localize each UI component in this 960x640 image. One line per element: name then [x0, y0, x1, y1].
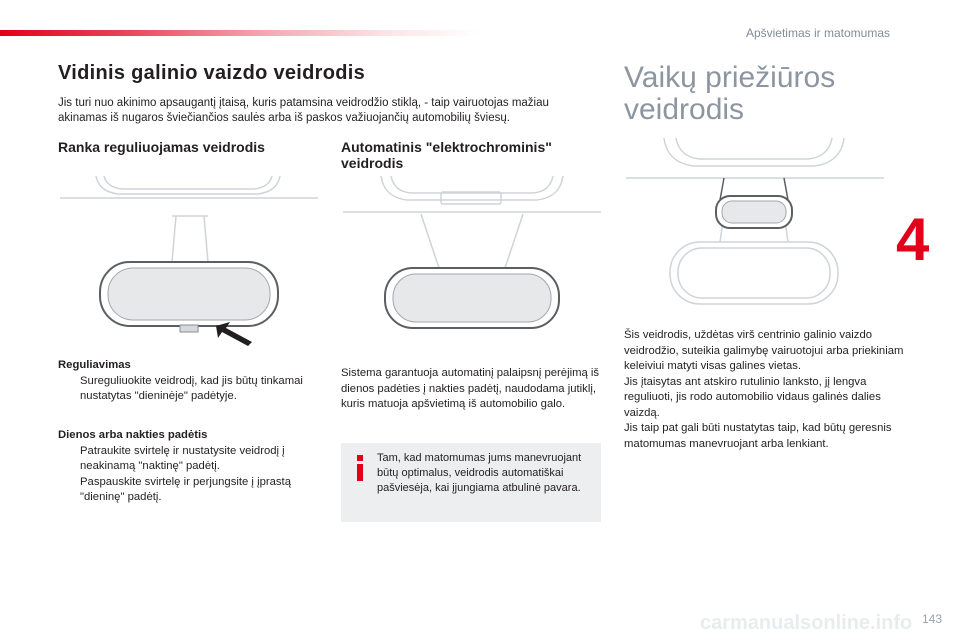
adjust-item: Sureguliuokite veidrodį, kad jis būtų tinkamai nustatytas "dieninėje" padėtyje. [80, 374, 303, 402]
adjust-section [58, 358, 328, 405]
daynight-section [58, 428, 328, 506]
header-accent-bar [0, 30, 480, 36]
daynight-item: Patraukite svirtelę ir nustatysite veidrodį į neakinamą "naktinę" padėtį. [80, 444, 285, 472]
manual-mirror-heading: Ranka reguliuojamas veidrodis [58, 139, 265, 155]
intro-text: Jis turi nuo akinimo apsaugantį įtaisą, kuris patamsina veidrodžio stiklą, - taip vairuotojas mažiau akinamas iš nugaros šviečiančios saulės arba iš paskos važiuojančių automobilių šviesų. [58, 97, 549, 124]
auto-mirror-text: Sistema garantuoja automatinį palaipsnį perėjimą iš dienos padėties į nakties padėtį, naudodama jutiklį, kuris matuoja apšvietimą iš automobilio galo. [341, 367, 600, 410]
auto-mirror-heading: Automatinis "elektrochrominis" veidrodis [341, 139, 552, 171]
info-note-text: Tam, kad matomumas jums manevruojant būtų optimalus, veidrodis automatiškai pašviesėja, kai įjungiama atbulinė pavara. [377, 452, 582, 494]
child-mirror-text: Šis veidrodis, uždėtas virš centrinio galinio vaizdo veidrodžio, suteikia galimybę vairuotojui arba priekiniam keleiviui matyti visas galines vietas. Jis įtaisytas ant atskiro rutulinio lankstο, jį lengva reguliuoti, jis rodo automobilio vidaus galinės dalies vaizdą. Jis taip pat gali būti nustatytas taip, kad būtų geresnis matomumas manevruojant arba lenkiant. [624, 329, 904, 450]
daynight-title: Dienos arba nakties padėtis [58, 429, 208, 441]
daynight-item: Paspauskite svirtelę ir perjungsite į įprastą "dieninę" padėtį. [80, 475, 291, 503]
auto-mirror-illustration [341, 176, 603, 336]
adjust-title: Reguliavimas [58, 359, 131, 371]
chapter-number: 4 [896, 206, 930, 273]
info-note [341, 443, 601, 522]
page-number: 143 [921, 612, 942, 626]
watermark: carmanualsonline.info [700, 612, 913, 634]
child-mirror-illustration [624, 138, 886, 314]
child-mirror-title: Vaikų priežiūros veidrodis [624, 61, 836, 126]
chapter-title: Apšvietimas ir matomumas [745, 26, 890, 40]
manual-mirror-illustration [58, 176, 320, 346]
info-icon [353, 453, 367, 483]
section-title: Vidinis galinio vaizdo veidrodis [58, 62, 366, 84]
